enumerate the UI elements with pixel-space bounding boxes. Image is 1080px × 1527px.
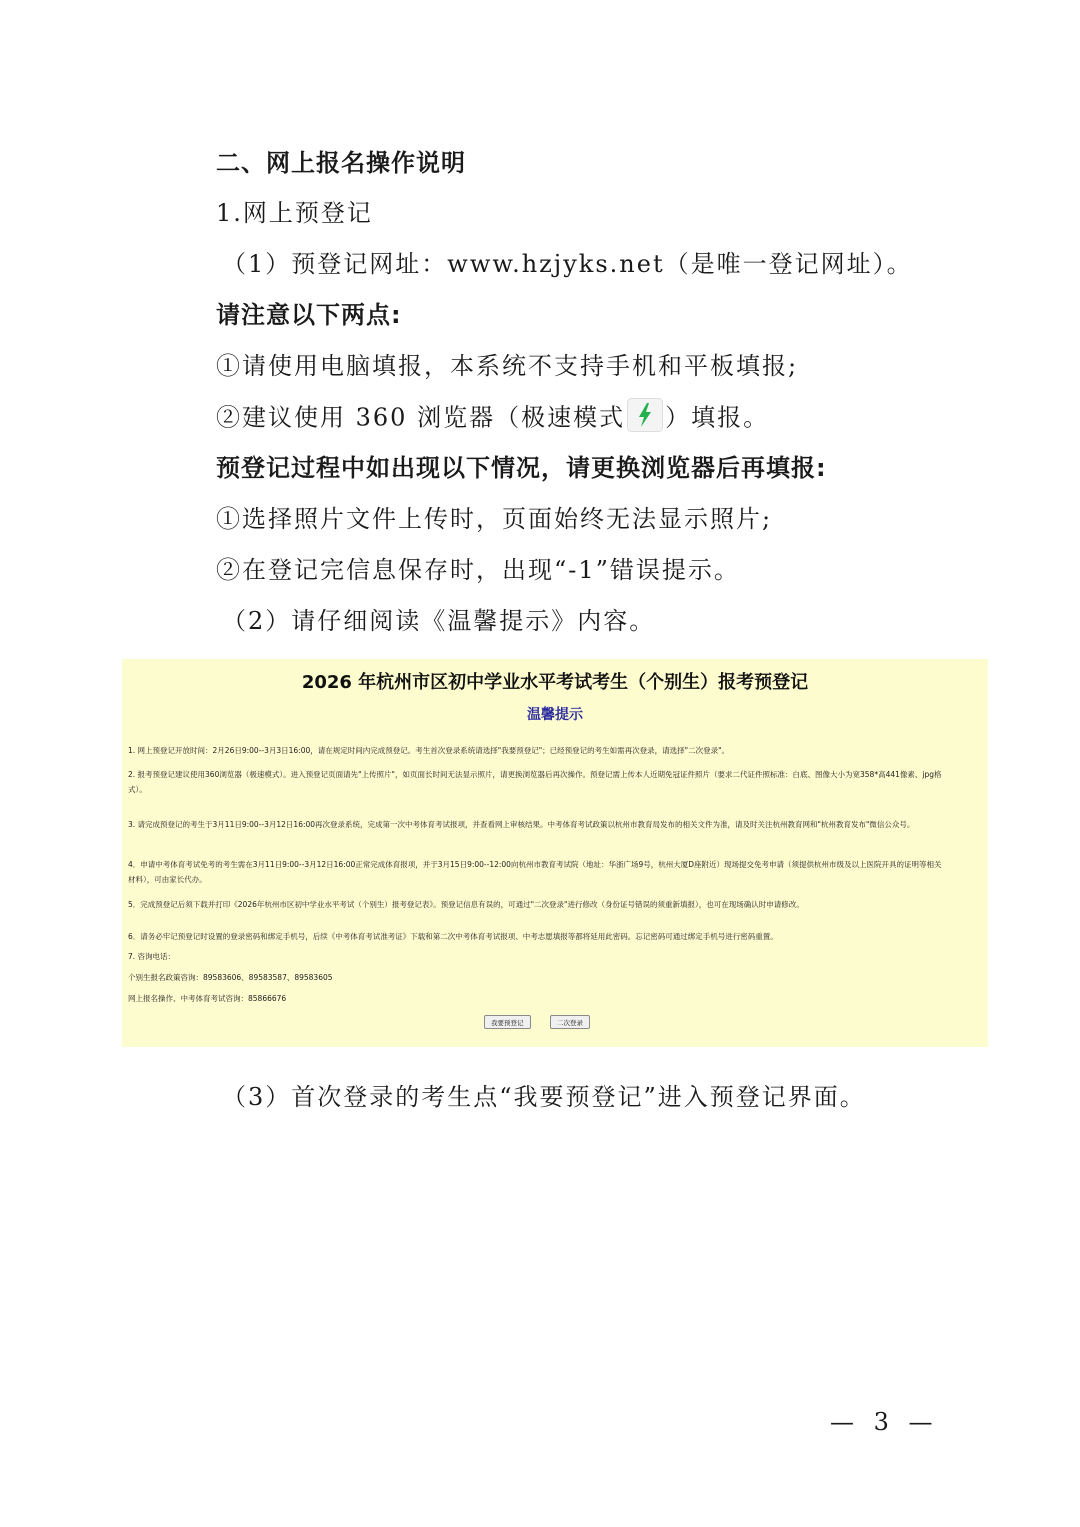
section-heading: 二、网上报名操作说明 xyxy=(216,149,466,177)
notice-note-4: 4．申请中考体育考试免考的考生需在3月11日9:00--3月12日16:00正常完成体育报项，并于3月15日9:00--12:00向杭州市教育考试院（地址：华浙广场9号，杭州大厦D座附近）现场提交免考申请（须提供杭州市级及以上医院开具的证明等相关材料），可由家长代办。 xyxy=(128,860,942,884)
notice-heading: 请注意以下两点: xyxy=(216,301,402,329)
notice-item-2 xyxy=(216,402,769,436)
lightning-icon xyxy=(627,398,663,432)
subheading-online-preregistration: 1.网上预登记 xyxy=(216,199,373,227)
notice-item-1: ①请使用电脑填报，本系统不支持手机和平板填报; xyxy=(216,352,799,380)
registration-url: www.hzjyks.net xyxy=(447,250,665,278)
notice-note-3: 3. 请完成预登记的考生于3月11日9:00--3月12日16:00再次登录系统，完成第一次中考体育考试报项，并查看网上审核结果。中考体育考试政策以杭州市教育局发布的相关文件为准，请及时关注杭州教育网和"杭州教育发布"微信公众号。 xyxy=(128,820,915,829)
step1-prefix: （1）预登记网址： xyxy=(222,250,448,278)
problem-item-2: ②在登记完信息保存时，出现“-1”错误提示。 xyxy=(216,556,740,584)
notice-note-1: 1. 网上预登记开放时间：2月26日9:00--3月3日16:00，请在规定时间内完成预登记。考生首次登录系统请选择"我要预登记"；已经预登记的考生如需再次登录，请选择"二次登录"。 xyxy=(128,746,730,755)
step1-line xyxy=(222,249,913,279)
notice-item-2-suffix: ）填报。 xyxy=(665,403,770,432)
pre-register-button[interactable]: 我要预登记 xyxy=(484,1015,531,1029)
notice-note-5: 5．完成预登记后须下载并打印《2026年杭州市区初中学业水平考试（个别生）报考登记表》。预登记信息有误的，可通过"二次登录"进行修改（身份证号错误的须重新填报），也可在现场确认时申请修改。 xyxy=(128,900,804,909)
page-number: — 3 — xyxy=(830,1408,939,1436)
notice-item-2-prefix: ②建议使用 360 浏览器（极速模式 xyxy=(216,403,626,432)
notice-note-6: 6．请务必牢记预登记时设置的登录密码和绑定手机号，后续《中考体育考试准考证》下载和第二次中考体育考试报项、中考志愿填报等都将延用此密码。忘记密码可通过绑定手机号进行密码重置。 xyxy=(128,932,778,941)
step3-line: （3）首次登录的考生点“我要预登记”进入预登记界面。 xyxy=(222,1083,866,1111)
problem-item-1: ①选择照片文件上传时，页面始终无法显示照片; xyxy=(216,505,773,533)
notice-note-7: 7. 咨询电话： xyxy=(128,952,176,961)
notice-note-8: 个别生报名政策咨询：89583606、89583587、89583605 xyxy=(128,973,333,982)
registration-notice-screenshot xyxy=(122,659,988,1047)
notice-note-2: 2. 报考预登记建议使用360浏览器（极速模式）。进入预登记页面请先"上传照片"，如页面长时间无法显示照片，请更换浏览器后再次操作。预登记需上传本人近期免冠证件照片（要求二代证件照标准：白底、图像大小为宽358*高441像素、jpg格式）。 xyxy=(128,770,942,794)
problem-heading: 预登记过程中如出现以下情况，请更换浏览器后再填报: xyxy=(216,454,827,482)
notice-note-9: 网上报名操作、中考体育考试咨询：85866676 xyxy=(128,994,287,1003)
second-login-button[interactable]: 二次登录 xyxy=(550,1015,590,1029)
panel-subtitle: 温馨提示 xyxy=(527,707,583,723)
step2-line: （2）请仔细阅读《温馨提示》内容。 xyxy=(222,607,656,635)
step1-suffix: （是唯一登记网址）。 xyxy=(664,250,913,278)
panel-title: 2026 年杭州市区初中学业水平考试考生（个别生）报考预登记 xyxy=(301,672,809,693)
